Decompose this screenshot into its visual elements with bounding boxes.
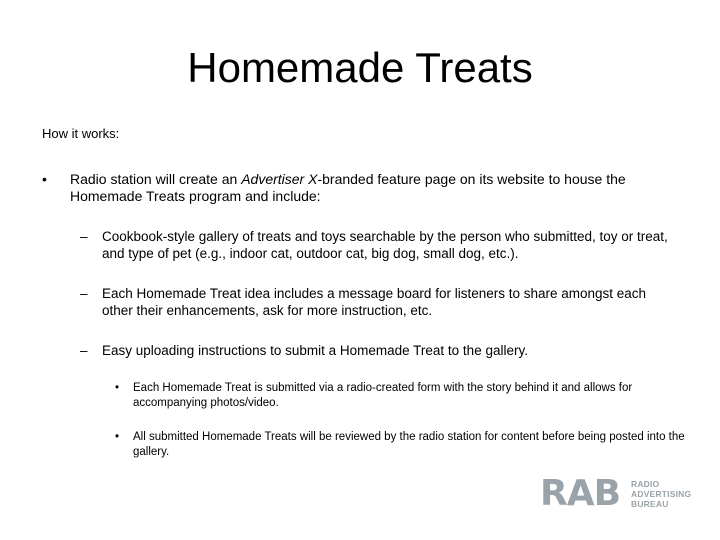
advertiser-name: Advertiser X — [241, 171, 318, 187]
rab-logo-line: ADVERTISING — [631, 489, 692, 499]
rab-logo-line: RADIO — [631, 479, 660, 489]
sub-sub-item-review — [115, 430, 685, 460]
bullet-marker: • — [115, 382, 120, 394]
rab-logo-line: BUREAU — [631, 499, 669, 509]
bullet-marker: • — [42, 171, 47, 187]
bullet-text — [70, 171, 662, 205]
bullet-text-start: Radio station will create an — [70, 171, 242, 187]
sub-item-text: Cookbook-style gallery of treats and toys searchable by the person who submitted, toy or treat, and type of pet (e.g., indoor cat, outdoor cat, big dog, small dog, etc.). — [102, 229, 668, 261]
sub-item-message-board — [80, 285, 680, 319]
rab-logo-wordmark — [631, 479, 691, 509]
sub-item-gallery — [80, 228, 680, 262]
intro-text: How it works: — [42, 126, 120, 141]
sub-sub-item-submission-form — [115, 381, 685, 411]
dash-marker: – — [80, 343, 88, 358]
sub-item-text: Easy uploading instructions to submit a Homemade Treat to the gallery. — [102, 343, 528, 358]
sub-sub-item-text: Each Homemade Treat is submitted via a radio-created form with the story behind it and allows for accompanying photos/video. — [133, 382, 633, 409]
slide-title: Homemade Treats — [187, 44, 533, 91]
bullet-item-feature-page — [42, 171, 662, 205]
sub-item-uploading — [80, 342, 680, 359]
bullet-marker: • — [115, 431, 120, 443]
dash-marker: – — [80, 229, 88, 244]
sub-item-text: Each Homemade Treat idea includes a message board for listeners to share amongst each other their enhancements, ask for more instruction, etc. — [102, 286, 647, 318]
bullet-text-end: -branded feature page on its website to house the Homemade Treats program and include: — [70, 171, 626, 204]
rab-logo — [540, 473, 692, 514]
sub-sub-item-text: All submitted Homemade Treats will be reviewed by the radio station for content before being posted into the gallery. — [133, 431, 685, 458]
dash-marker: – — [80, 286, 88, 301]
rab-logo-mark: RAB — [540, 473, 621, 514]
